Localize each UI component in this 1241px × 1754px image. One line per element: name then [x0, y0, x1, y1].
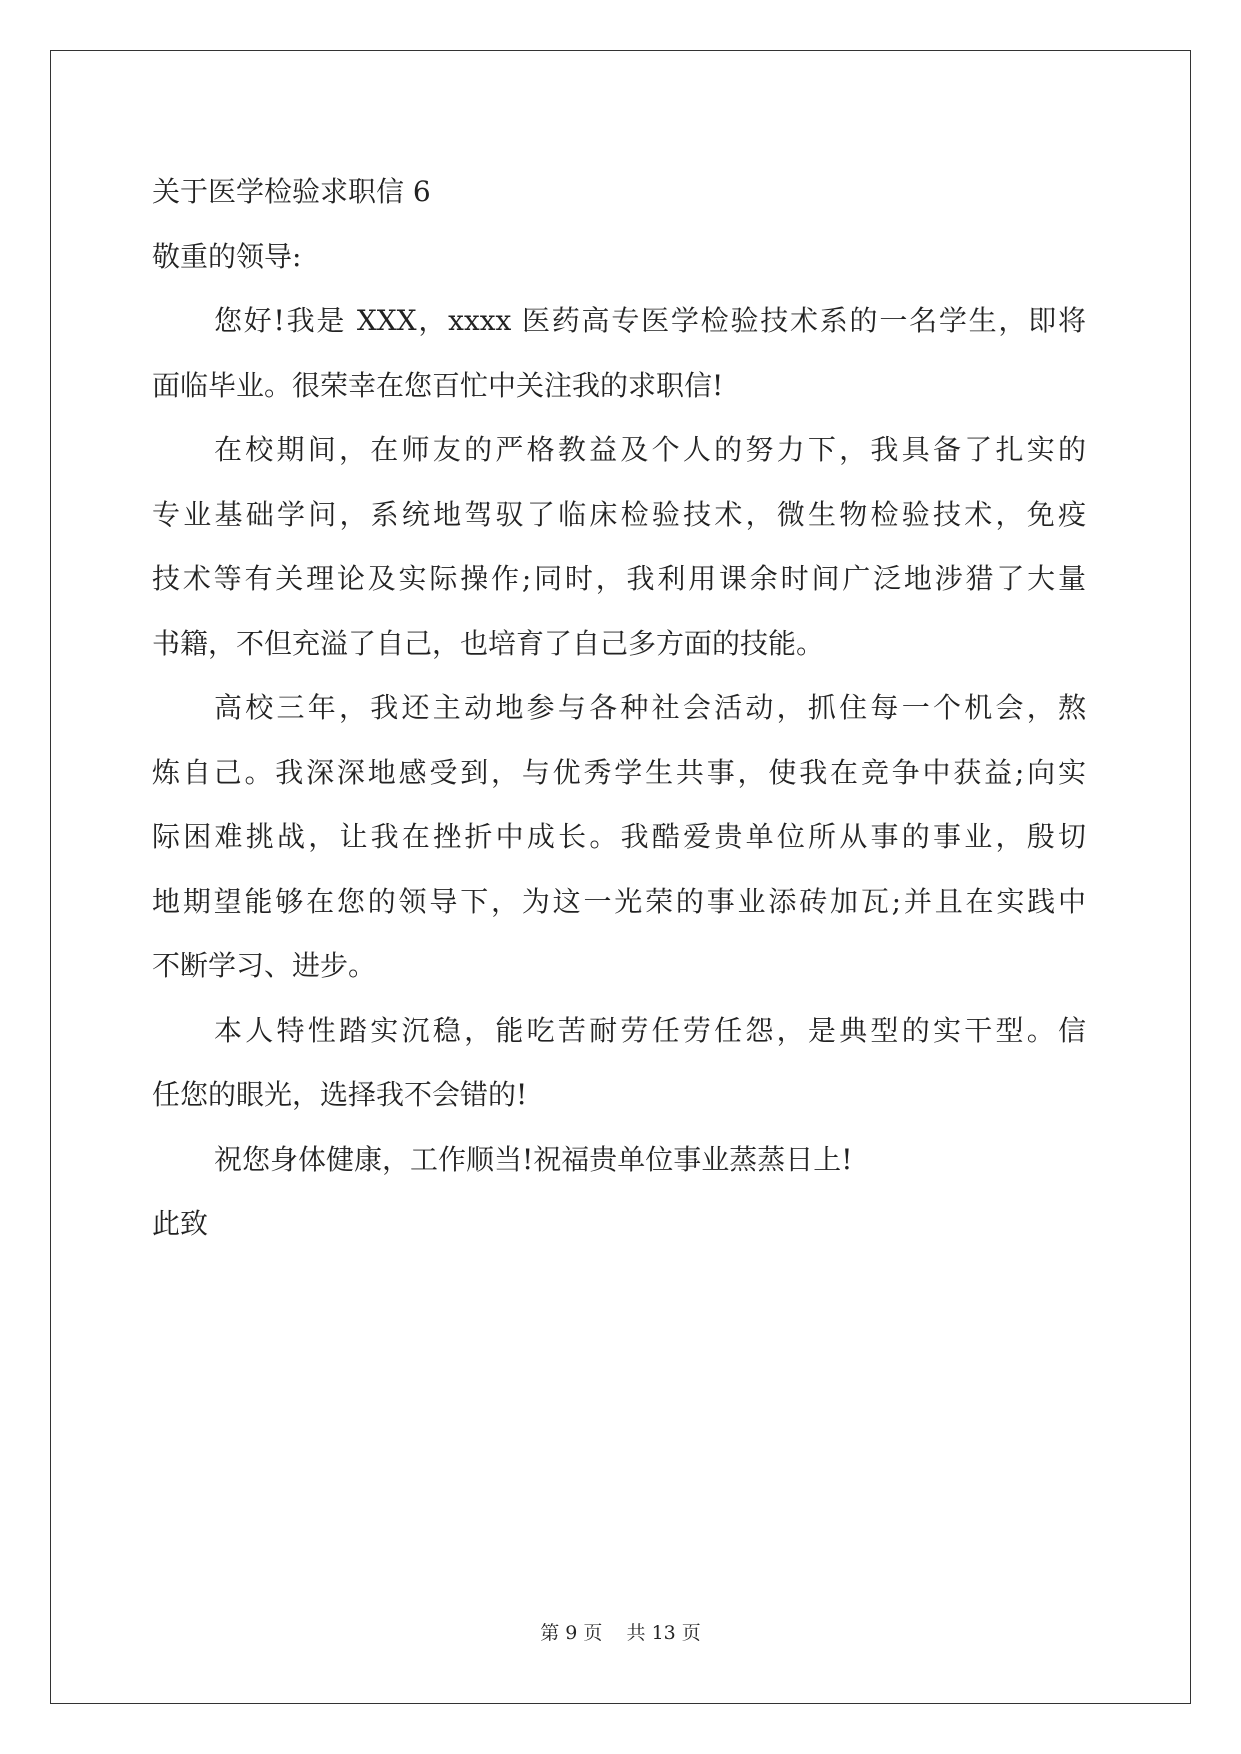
page-total: 共 13 页 [626, 1622, 701, 1644]
paragraph-line: 专业基础学问，系统地驾驭了临床检验技术，微生物检验技术，免疫 [152, 497, 1086, 531]
closing: 此致 [152, 1207, 209, 1240]
page-number: 第 9 页 [540, 1622, 603, 1644]
page-footer [0, 1618, 1241, 1645]
paragraph-line: 本人特性踏实沉稳，能吃苦耐劳任劳任怨，是典型的实干型。信 [214, 1013, 1086, 1047]
paragraph-education [152, 418, 1092, 676]
salutation: 敬重的领导: [152, 239, 302, 273]
paragraph-line: 地期望能够在您的领导下，为这一光荣的事业添砖加瓦;并且在实践中 [152, 884, 1086, 918]
paragraph-activities [152, 676, 1092, 999]
paragraph-line: 面临毕业。很荣幸在您百忙中关注我的求职信! [152, 368, 724, 402]
paragraph-line: 任您的眼光，选择我不会错的! [152, 1078, 528, 1111]
paragraph-line: 书籍，不但充溢了自己，也培育了自己多方面的技能。 [152, 626, 825, 660]
paragraph-line: 在校期间，在师友的严格教益及个人的努力下，我具备了扎实的 [214, 433, 1086, 466]
letter-body [152, 160, 1092, 1257]
paragraph-line: 际困难挑战，让我在挫折中成长。我酷爱贵单位所从事的事业，殷切 [152, 820, 1086, 853]
document-title: 关于医学检验求职信 6 [152, 175, 431, 208]
paragraph-line: 炼自己。我深深地感受到，与优秀学生共事，使我在竞争中获益;向实 [152, 755, 1086, 789]
paragraph-line: 高校三年，我还主动地参与各种社会活动，抓住每一个机会，熬 [214, 691, 1086, 724]
paragraph-character [152, 999, 1092, 1128]
paragraph-line: 不断学习、进步。 [152, 949, 377, 982]
paragraph-wishes [152, 1128, 1092, 1193]
paragraph-greeting [152, 289, 1092, 418]
paragraph-line: 技术等有关理论及实际操作;同时，我利用课余时间广泛地涉猎了大量 [152, 562, 1086, 595]
paragraph-line: 祝您身体健康，工作顺当!祝福贵单位事业蒸蒸日上! [214, 1142, 853, 1176]
paragraph-line: 您好!我是 XXX，xxxx 医药高专医学检验技术系的一名学生，即将 [214, 304, 1086, 337]
